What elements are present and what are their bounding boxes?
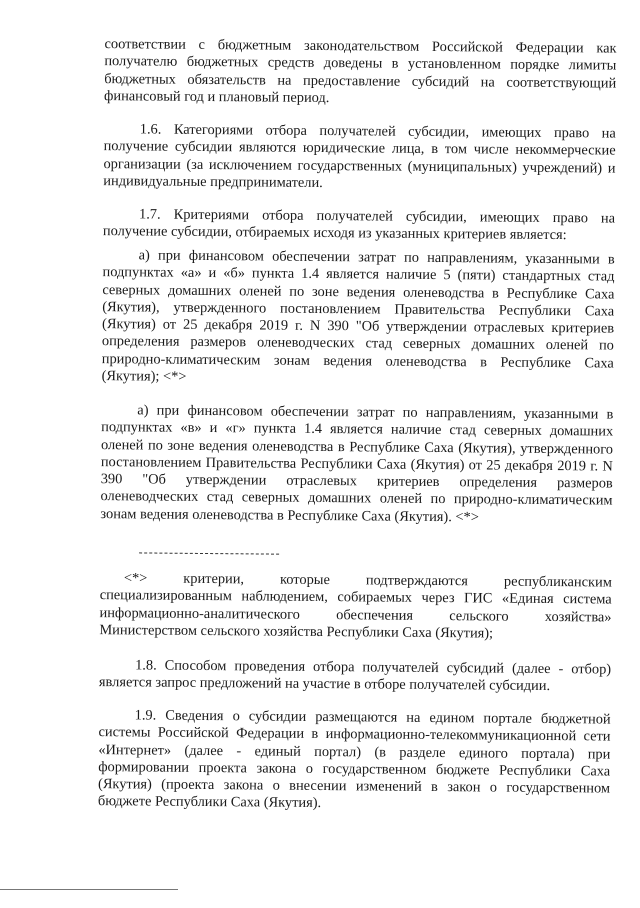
paragraph-1-8-method: 1.8. Способом проведения отбора получателей субсидий (далее - отбор) является запрос предложений на участие в отборе получателей субсидии. xyxy=(98,657,612,695)
footnote-divider xyxy=(139,552,279,554)
paragraph-criterion-v-g: а) при финансовом обеспечении затрат по направлениям, указанными в подпунктах «в» и «г» пункта 1.4 является наличие стад северных домашних оленей по зоне ведения оленеводства в Республике Саха (Якутия), утвержденного постановлением Правительства Республики Саха (Якутия) от 25 декабря 2019 г. N 390 "Об утверждении отраслевых критериев определения размеров оленеводческих стад северных домашних оленей по природно-климатическим зонам ведения оленеводства в Республике Саха (Якутия). <*> xyxy=(100,402,614,526)
paragraph-criterion-a-b: а) при финансовом обеспечении затрат по направлениям, указанными в подпунктах «а» и «б» пункта 1.4 является наличие 5 (пяти) стандартных стад северных домашних оленей по зоне ведения оленеводства в Республике Саха (Якутия), утвержденного постановлением Правительства Республики Саха (Якутия) от 25 декабря 2019 г. N 390 "Об утверждении отраслевых критериев определения размеров оленеводческих стад северных домашних оленей по природно-климатическим зонам ведения оленеводства в Республике Саха (Якутия); <*> xyxy=(101,247,615,385)
paragraph-budget-limits: соответствии с бюджетным законодательством Российской Федерации как получателю бюджетных средств доведены в установленном порядке лимиты бюджетных обязательств на предоставление субсидий на соответствующий финансовый год и плановый период. xyxy=(104,36,617,106)
paragraph-1-7-criteria: 1.7. Критериями отбора получателей субсидии, имеющих право на получение субсидии, отбираемых исходя из указанных критериев является: xyxy=(102,206,616,244)
paragraph-1-6-categories: 1.6. Категориями отбора получателей субсидии, имеющих право на получение субсидии являются юридические лица, в том числе некоммерческие организации (за исключением государственных (муниципальных) учреждений) и индивидуальные предприниматели. xyxy=(103,121,616,191)
footnote-criteria: <*> критерии, которые подтверждаются республиканским специализированным наблюдением, собираемых через ГИС «Единая система информационно-аналитического обеспечения сельского хозяйства» Министерством сельского хозяйства Республики Саха (Якутия); xyxy=(99,570,612,642)
scan-edge-line xyxy=(0,889,178,890)
paragraph-1-9-portal: 1.9. Сведения о субсидии размещаются на едином портале бюджетной системы Российской Федерации в информационно-телекоммуникационной сети «Интернет» (далее - единый портал) (в разделе единого портала) при формировании проекта закона о государственном бюджете Республики Саха (Якутия) (проекта закона о внесении изменений в закон о государственном бюджете Республики Саха (Якутия). xyxy=(97,707,611,812)
